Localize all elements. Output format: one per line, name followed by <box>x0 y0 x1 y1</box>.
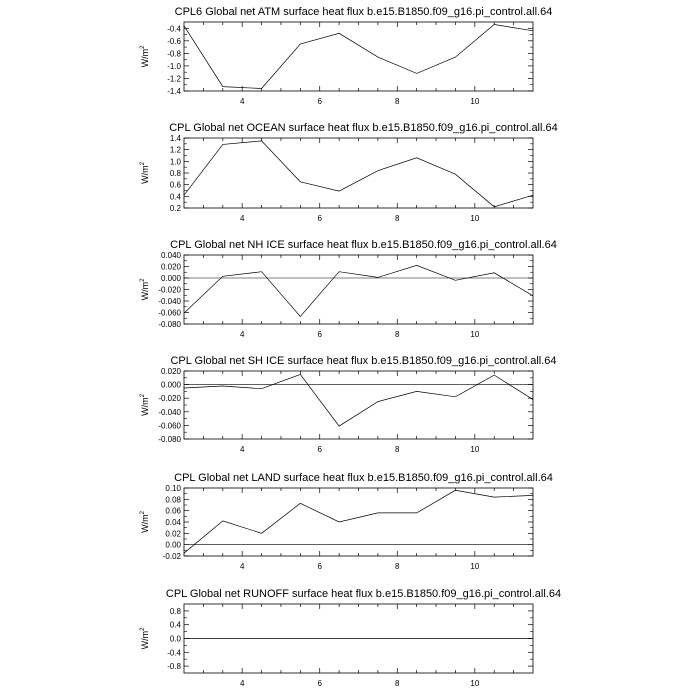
x-tick-label: 6 <box>317 562 322 571</box>
plot-frame <box>184 22 533 91</box>
y-tick-label: 0.0 <box>169 634 181 644</box>
x-tick-label: 4 <box>239 97 245 106</box>
y-tick-label: 0.4 <box>169 620 181 630</box>
x-tick-label: 6 <box>317 97 322 106</box>
chart-title: CPL Global net RUNOFF surface heat flux b.e15.B1850.f09_g16.pi_control.all.64 <box>165 588 562 600</box>
y-tick-label: -0.080 <box>158 435 181 444</box>
y-tick-label: 0.2 <box>169 204 181 213</box>
y-tick-label: 1.4 <box>169 134 181 143</box>
y-axis-label-exponent: 2 <box>140 162 146 166</box>
y-axis-label-unit: W/m <box>140 630 150 650</box>
x-tick-label: 8 <box>395 562 400 571</box>
data-series-line <box>184 25 533 89</box>
x-tick-label: 10 <box>470 562 480 571</box>
y-tick-label: -0.040 <box>158 407 181 417</box>
chart-panel-3 <box>140 239 557 339</box>
y-tick-label: -0.040 <box>158 297 181 306</box>
y-tick-label: 0.06 <box>165 506 181 516</box>
x-tick-label: 4 <box>239 330 245 339</box>
y-axis-label <box>140 627 150 650</box>
y-tick-label: 0.000 <box>160 274 181 283</box>
chart-panel-2 <box>140 122 558 223</box>
y-axis-label <box>140 161 150 184</box>
x-tick-label: 6 <box>317 330 322 339</box>
plot-frame <box>184 488 533 556</box>
y-axis-label-unit: W/m <box>140 281 150 301</box>
y-tick-label: -0.4 <box>167 648 181 658</box>
y-tick-label: 0.08 <box>165 495 181 505</box>
chart-title: CPL Global net SH ICE surface heat flux b.e15.B1850.f09_g16.pi_control.all.64 <box>170 355 557 367</box>
chart-panel-5 <box>140 472 553 571</box>
data-series-line <box>184 490 533 553</box>
x-tick-label: 6 <box>317 214 322 223</box>
chart-title: CPL Global net OCEAN surface heat flux b.e15.B1850.f09_g16.pi_control.all.64 <box>169 122 558 134</box>
y-tick-label: 0.8 <box>169 169 181 178</box>
y-tick-label: -0.4 <box>167 24 181 34</box>
y-tick-label: -0.8 <box>167 49 181 59</box>
x-tick-label: 4 <box>239 679 245 688</box>
y-tick-label: 0.6 <box>169 180 181 190</box>
y-axis-label-exponent: 2 <box>140 511 146 515</box>
data-series-line <box>184 141 533 207</box>
y-tick-label: -0.020 <box>158 285 181 295</box>
y-axis-label-unit: W/m <box>140 48 150 68</box>
y-tick-label: -0.080 <box>158 320 181 329</box>
y-axis-label-exponent: 2 <box>140 394 146 398</box>
data-series-line <box>184 374 533 426</box>
chart-title: CPL Global net NH ICE surface heat flux b.e15.B1850.f09_g16.pi_control.all.64 <box>170 239 557 251</box>
x-tick-label: 10 <box>470 97 480 106</box>
y-axis-label-exponent: 2 <box>140 45 146 49</box>
x-tick-label: 10 <box>470 445 480 454</box>
y-axis-label-unit: W/m <box>140 165 150 184</box>
x-tick-label: 8 <box>395 214 400 223</box>
x-tick-label: 6 <box>317 445 322 454</box>
x-tick-label: 10 <box>470 679 480 688</box>
y-tick-label: -1.4 <box>167 87 181 96</box>
y-tick-label: 1.2 <box>169 145 181 155</box>
y-tick-label: 0.8 <box>169 606 181 616</box>
y-tick-label: -0.060 <box>158 421 181 431</box>
x-tick-label: 8 <box>395 97 400 106</box>
y-axis-label <box>140 278 150 301</box>
y-tick-label: 0.020 <box>160 367 181 376</box>
chart-title: CPL Global net LAND surface heat flux b.e15.B1850.f09_g16.pi_control.all.64 <box>174 472 553 484</box>
y-axis-label-unit: W/m <box>140 397 150 416</box>
y-axis-label <box>140 45 150 68</box>
x-tick-label: 8 <box>395 445 400 454</box>
chart-panel-1 <box>140 6 552 106</box>
y-tick-label: -0.8 <box>167 662 181 672</box>
y-tick-label: 0.000 <box>160 380 181 390</box>
chart-panel-6 <box>140 588 561 688</box>
y-tick-label: -1.0 <box>167 61 181 71</box>
plot-frame <box>184 371 533 439</box>
x-tick-label: 10 <box>470 214 480 223</box>
y-tick-label: 0.020 <box>160 262 181 272</box>
y-tick-label: 0.00 <box>165 540 181 550</box>
y-tick-label: 0.04 <box>165 518 181 527</box>
y-axis-label-exponent: 2 <box>140 278 146 282</box>
x-tick-label: 6 <box>317 679 322 688</box>
y-tick-label: -0.060 <box>158 308 181 318</box>
y-tick-label: 0.4 <box>169 192 181 202</box>
y-axis-label-exponent: 2 <box>140 627 146 631</box>
y-tick-label: -1.2 <box>167 74 181 84</box>
data-series-line <box>184 265 533 316</box>
x-tick-label: 10 <box>470 330 480 339</box>
y-tick-label: 0.02 <box>165 529 181 539</box>
y-tick-label: 1.0 <box>169 157 181 167</box>
chart-title: CPL6 Global net ATM surface heat flux b.e15.B1850.f09_g16.pi_control.all.64 <box>174 6 553 18</box>
y-axis-label-unit: W/m <box>140 514 150 533</box>
y-tick-label: 0.040 <box>160 251 181 260</box>
chart-panel-4 <box>140 355 557 454</box>
y-tick-label: -0.020 <box>158 394 181 404</box>
y-tick-label: 0.10 <box>165 484 181 493</box>
plot-frame <box>184 255 533 324</box>
plot-frame <box>184 138 533 208</box>
y-tick-label: -0.6 <box>167 36 181 46</box>
x-tick-label: 4 <box>239 562 245 571</box>
x-tick-label: 4 <box>239 445 245 454</box>
y-axis-label <box>140 393 150 416</box>
y-tick-label: -0.02 <box>162 552 181 561</box>
x-tick-label: 8 <box>395 679 400 688</box>
y-axis-label <box>140 510 150 533</box>
x-tick-label: 4 <box>239 214 245 223</box>
x-tick-label: 8 <box>395 330 400 339</box>
